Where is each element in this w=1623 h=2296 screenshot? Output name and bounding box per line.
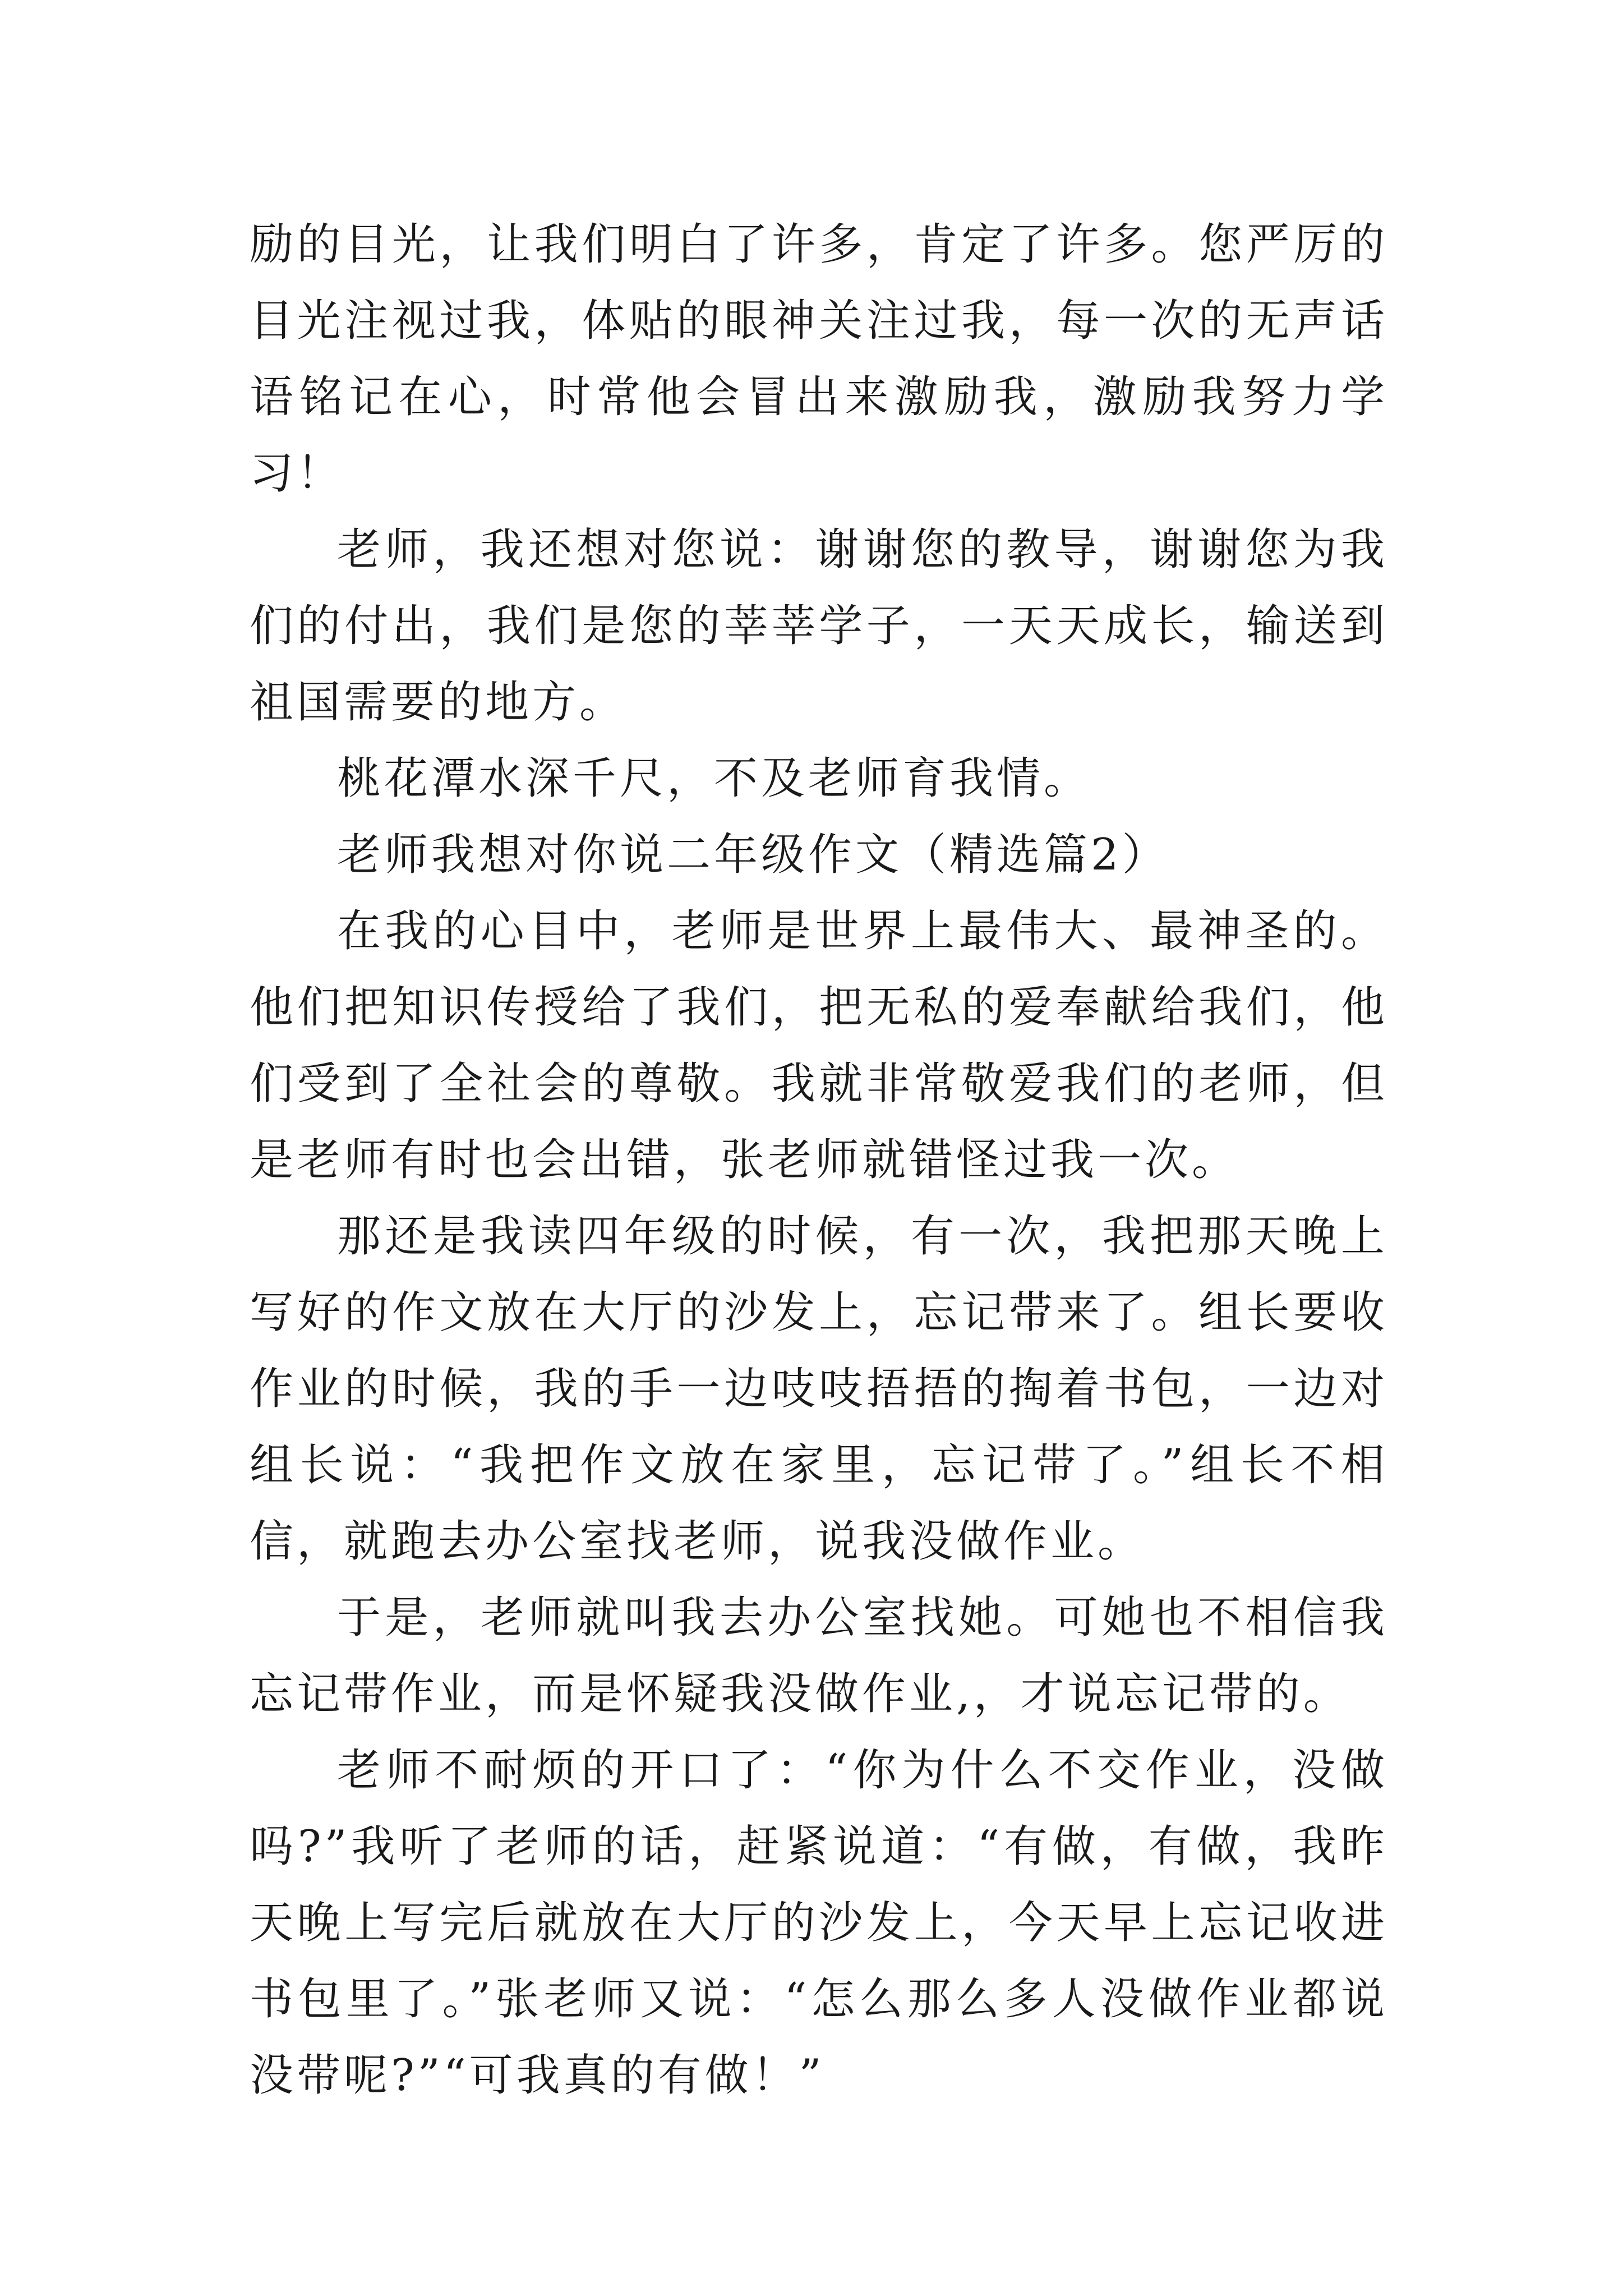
section-heading: 老师我想对你说二年级作文（精选篇2） (337, 830, 1169, 880)
document-body (250, 206, 1388, 2114)
paragraph: 桃花潭水深千尺，不及老师育我情。 (337, 753, 1091, 804)
paragraph: 于是，老师就叫我去办公室找她。可她也不相信我忘记带作业，而是怀疑我没做作业,，才说忘记带的。 (250, 1593, 1388, 1719)
paragraph: 励的目光，让我们明白了许多，肯定了许多。您严厉的目光注视过我，体贴的眼神关注过我，每一次的无声话语铭记在心，时常他会冒出来激励我，激励我努力学习！ (250, 219, 1388, 499)
paragraph: 老师不耐烦的开口了：“你为什么不交作业，没做吗?”我听了老师的话，赶紧说道：“有做，有做，我昨天晚上写完后就放在大厅的沙发上，今天早上忘记收进书包里了。”张老师又说：“怎么那么多人没做作业都说没带呢?”“可我真的有做！” (250, 1745, 1388, 2101)
paragraph: 在我的心目中，老师是世界上最伟大、最神圣的。他们把知识传授给了我们，把无私的爱奉献给我们，他们受到了全社会的尊敬。我就非常敬爱我们的老师，但是老师有时也会出错，张老师就错怪过我一次。 (250, 906, 1388, 1185)
paragraph: 老师，我还想对您说：谢谢您的教导，谢谢您为我们的付出，我们是您的莘莘学子，一天天成长，输送到祖国需要的地方。 (250, 524, 1388, 728)
paragraph: 那还是我读四年级的时候，有一次，我把那天晚上写好的作文放在大厅的沙发上，忘记带来了。组长要收作业的时候，我的手一边吱吱捂捂的掏着书包，一边对组长说：“我把作文放在家里，忘记带了。”组长不相信，就跑去办公室找老师，说我没做作业。 (250, 1211, 1388, 1567)
